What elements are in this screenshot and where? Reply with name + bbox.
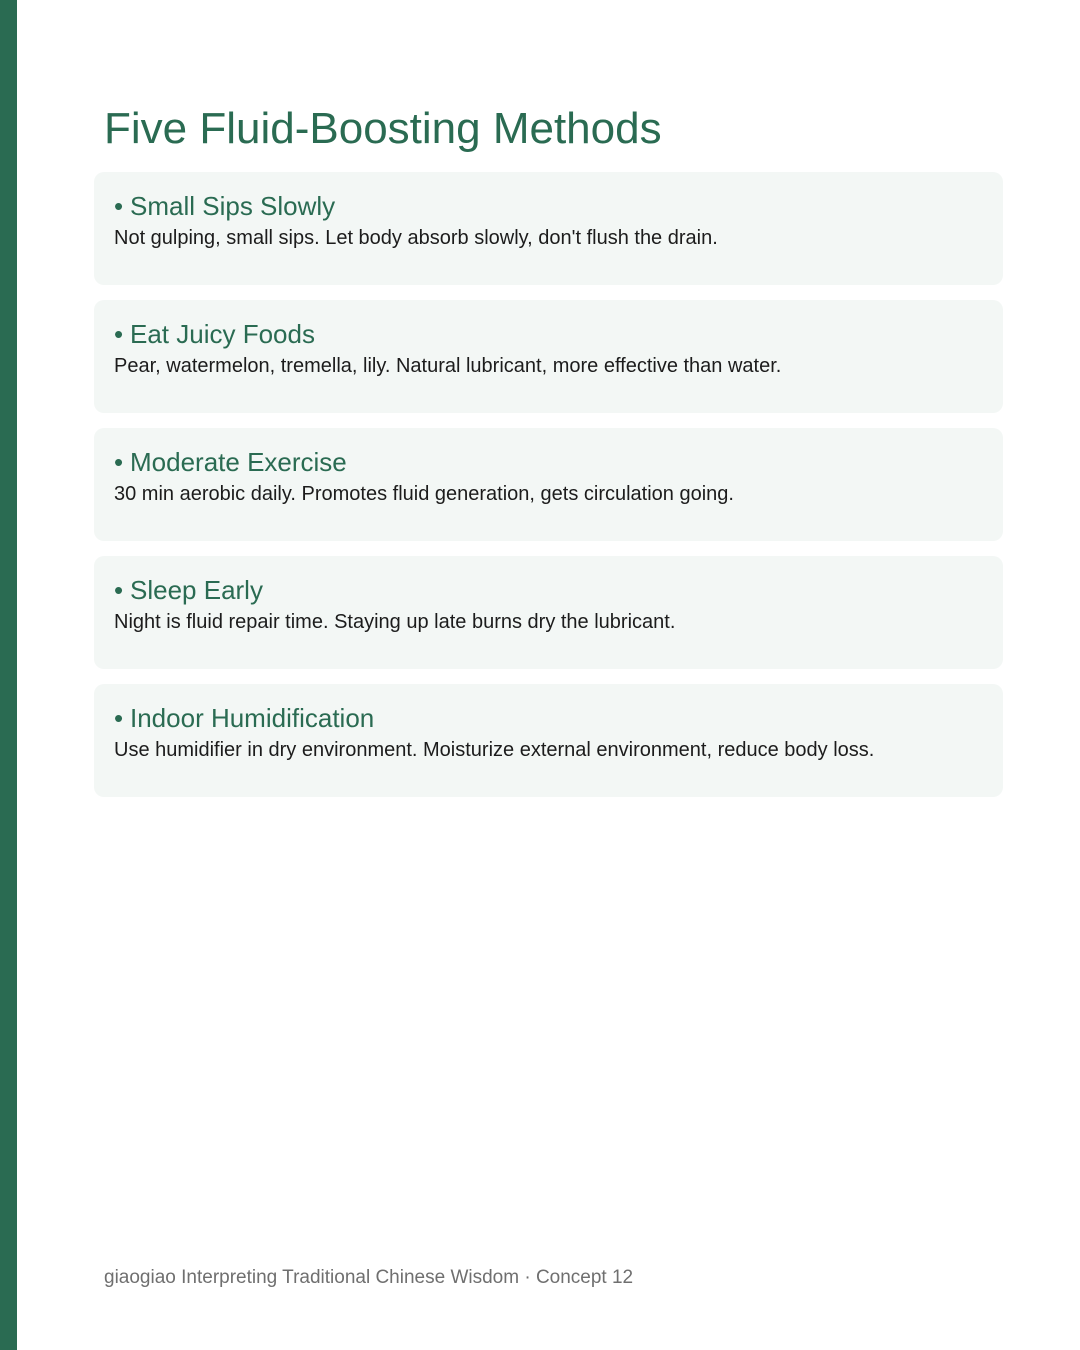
method-title — [114, 190, 983, 222]
method-card — [94, 172, 1003, 285]
method-title — [114, 318, 983, 350]
left-accent-bar — [0, 0, 17, 1350]
bullet-marker: • — [114, 447, 124, 477]
methods-list — [94, 172, 1003, 812]
method-title-text: Small Sips Slowly — [130, 191, 336, 221]
bullet-marker: • — [114, 575, 124, 605]
method-description: Use humidifier in dry environment. Moisturize external environment, reduce body loss. — [114, 739, 875, 761]
method-title-text: Indoor Humidification — [130, 703, 375, 733]
footer-caption: giaogiao Interpreting Traditional Chinese Wisdom · Concept 12 — [104, 1267, 634, 1288]
method-title-text: Eat Juicy Foods — [130, 319, 315, 349]
method-card — [94, 556, 1003, 669]
method-card — [94, 300, 1003, 413]
method-description: Night is fluid repair time. Staying up late burns dry the lubricant. — [114, 611, 676, 633]
method-description: 30 min aerobic daily. Promotes fluid generation, gets circulation going. — [114, 483, 734, 505]
method-card — [94, 428, 1003, 541]
bullet-marker: • — [114, 703, 124, 733]
method-title — [114, 702, 983, 734]
method-title-text: Sleep Early — [130, 575, 263, 605]
method-title — [114, 446, 983, 478]
method-title-text: Moderate Exercise — [130, 447, 347, 477]
method-description: Pear, watermelon, tremella, lily. Natural lubricant, more effective than water. — [114, 355, 782, 377]
method-title — [114, 574, 983, 606]
page-title: Five Fluid-Boosting Methods — [104, 104, 662, 153]
bullet-marker: • — [114, 319, 124, 349]
method-card — [94, 684, 1003, 797]
method-description: Not gulping, small sips. Let body absorb slowly, don't flush the drain. — [114, 227, 718, 249]
bullet-marker: • — [114, 191, 124, 221]
